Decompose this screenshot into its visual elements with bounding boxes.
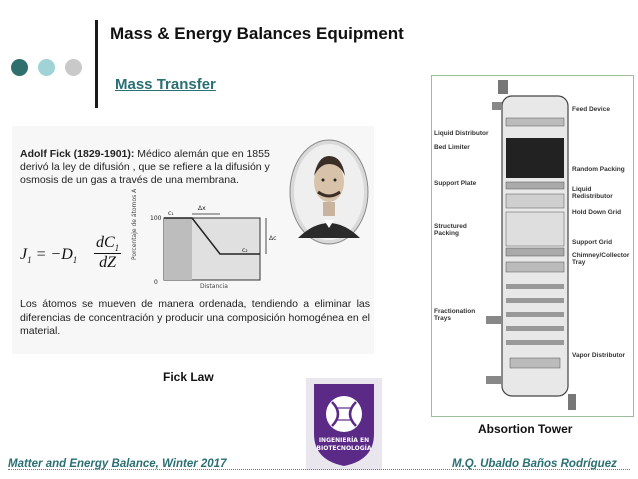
fick-bio <box>20 148 290 187</box>
title-divider <box>95 20 98 108</box>
tower-label-vapor: Vapor Distributor <box>572 352 626 359</box>
logo-text-1: INGENIERÍA EN <box>318 437 370 444</box>
formula-den: dZ <box>99 254 117 272</box>
tower-drawing <box>432 76 633 416</box>
tower-label-fractionation: Fractionation Trays <box>434 308 476 322</box>
concentration-graph <box>130 188 280 288</box>
graph-xlabel: Distancia <box>200 283 228 288</box>
biotech-logo <box>306 378 382 470</box>
fick-portrait <box>288 138 370 246</box>
tower-label-feed: Feed Device <box>572 106 610 113</box>
logo-shield-icon <box>306 378 382 470</box>
decor-dot-light <box>38 59 55 76</box>
graph-high-zone <box>164 218 192 280</box>
graph-dc-label: Δc <box>269 235 277 242</box>
tower-label-liquid-distributor: Liquid Distributor <box>434 130 489 137</box>
tower-caption: Absortion Tower <box>478 422 573 436</box>
fick-description: Los átomos se mueven de manera ordenada, tendiendo a eliminar las diferencias de concentración y producir una composición homogénea en el material. <box>20 298 370 337</box>
footer-divider <box>8 469 630 470</box>
tower-label-support-grid: Support Grid <box>572 239 613 246</box>
fick-bio-text: Médico alemán que en 1855 derivó la ley de difusión , que se refiere a la difusión y osmosis de un gas a través de una membrana. <box>20 148 270 186</box>
tower-label-hold-down: Hold Down Grid <box>572 209 622 216</box>
tower-label-bed-limiter: Bed Limiter <box>434 144 470 151</box>
footer-course: Matter and Energy Balance, Winter 2017 <box>8 458 227 470</box>
fick-panel <box>12 126 374 354</box>
graph-c1-label: c₁ <box>168 210 174 217</box>
fick-name: Adolf Fick (1829-1901): <box>20 148 135 160</box>
formula-lhs: J <box>20 246 28 263</box>
slide-subtitle: Mass Transfer <box>115 76 216 93</box>
graph-c2-label: c₂ <box>242 247 248 254</box>
fick-formula: $J_1 = -D_1$ $dC_1$ dZ <box>20 234 120 272</box>
tower-label-chimney: Chimney/Collector Tray <box>572 252 630 266</box>
footer-author: M.Q. Ubaldo Baños Rodríguez <box>452 458 617 470</box>
tower-label-structured: Structured Packing <box>434 223 467 237</box>
tower-label-redistributor: Liquid Redistributor <box>572 186 613 200</box>
fick-caption: Fick Law <box>163 370 214 384</box>
logo-text-2: BIOTECNOLOGÍA <box>316 445 372 452</box>
graph-ylabel: Porcentaje de átomos A <box>131 188 138 260</box>
formula-num: dC <box>96 234 115 251</box>
graph-tick-100: 100 <box>150 215 162 222</box>
slide-title: Mass & Energy Balances Equipment <box>110 24 404 43</box>
tower-figure <box>431 75 634 417</box>
decor-dot-grey <box>65 59 82 76</box>
graph-dx-label: Δx <box>198 205 206 212</box>
tower-label-support-plate: Support Plate <box>434 180 477 187</box>
graph-tick-0: 0 <box>154 279 158 286</box>
formula-coef: = −D <box>35 246 73 263</box>
tower-label-random-packing: Random Packing <box>572 166 625 173</box>
decor-dot-dark <box>11 59 28 76</box>
formula-sub: 1 <box>27 255 32 266</box>
